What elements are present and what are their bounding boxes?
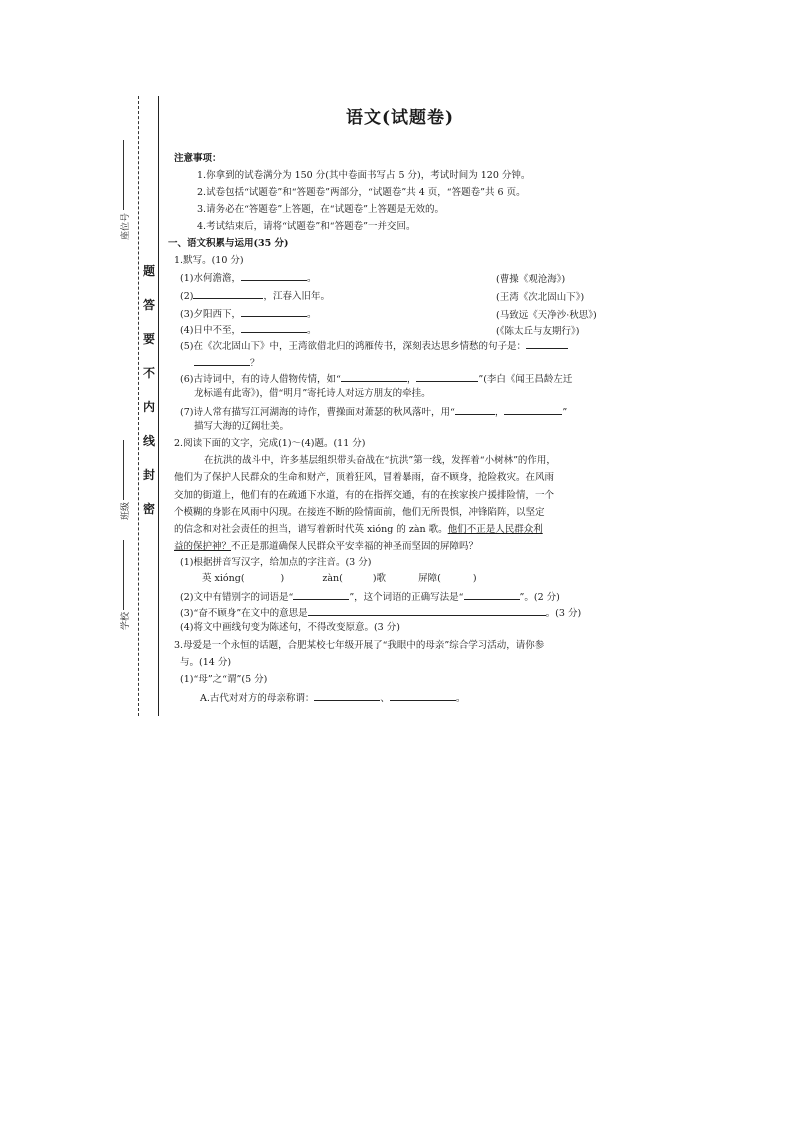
answer-blank	[308, 606, 546, 616]
underlined-sentence: 他们不正是人民群众利	[447, 524, 543, 536]
notice-heading: 注意事项：	[174, 153, 222, 164]
q1-line-7a: (7)诗人常有描写江河湖海的诗作，曹操面对萧瑟的秋风落叶，用“ ， ”	[180, 407, 568, 418]
section-heading: 一、语文积累与运用(35 分)	[168, 238, 289, 249]
answer-blank	[416, 372, 478, 382]
seal-char: 要	[142, 332, 155, 346]
notice-item: 1.你拿到的试卷满分为 150 分(其中卷面书写占 5 分)，考试时间为 120 分钟。	[197, 170, 531, 181]
side-label-school: 学校	[121, 611, 131, 630]
q1-heading: 1.默写。(10 分)	[174, 255, 244, 266]
side-rule-exam-no	[123, 140, 124, 210]
q2-sub-1: (1)根据拼音写汉字，给加点的字注音。(3 分)	[180, 557, 372, 568]
answer-blank	[390, 691, 456, 701]
q3-heading-1: 3.母爱是一个永恒的话题，合肥某校七年级开展了“我眼中的母亲”综合学习活动，请你参	[174, 640, 545, 651]
passage-line: 个模糊的身影在风雨中闪现。在接连不断的险情面前，他们无所畏惧，冲锋陷阵，以坚定	[174, 506, 545, 518]
q3-sub-1: (1)“母”之“谓”(5 分)	[180, 674, 268, 685]
side-rule-school	[123, 540, 124, 610]
seal-char: 答	[142, 298, 155, 312]
q1-line-1: (1)水何澹澹， 。	[180, 273, 317, 284]
notice-item: 4.考试结束后，请将“试题卷”和“答题卷”一并交回。	[197, 221, 416, 232]
seal-char: 密	[142, 502, 155, 516]
q2-heading: 2.阅读下面的文字，完成(1)～(4)题。(11 分)	[174, 438, 366, 449]
side-label-exam-no: 座位号	[121, 212, 131, 240]
q2-passage	[174, 452, 622, 556]
q1-line-5a: (5)在《次北固山下》中，王湾欲借北归的鸿雁传书，深刻表达思乡情愁的句子是：	[180, 339, 568, 353]
side-label-class: 班级	[121, 501, 131, 520]
answer-blank	[504, 405, 562, 415]
seal-char: 不	[142, 366, 155, 380]
answer-blank	[341, 372, 407, 382]
answer-blank	[314, 691, 380, 701]
answer-blank	[241, 307, 307, 317]
page-title: 语文(试题卷)	[345, 108, 455, 128]
seal-char: 内	[142, 400, 155, 414]
q1-source-1: (曹操《观沧海》)	[496, 274, 566, 285]
passage-line: 在抗洪的战斗中，许多基层组织带头奋战在“抗洪”第一线，发挥着“小树林”的作用，	[204, 455, 556, 466]
q1-line-6b: 龙标遥有此寄》)，借“明月”寄托诗人对远方朋友的牵挂。	[194, 388, 431, 399]
answer-blank	[194, 356, 250, 366]
q1-source-2: (王湾《次北固山下》)	[496, 292, 585, 303]
seal-dashed-line	[138, 96, 139, 716]
passage-line: 益的保护神？不正是那道确保人民群众平安幸福的神圣而坚固的屏障吗？	[174, 541, 479, 553]
q1-line-2: (2) ，江春入旧年。	[180, 291, 330, 302]
underlined-sentence: 益的保护神？	[174, 541, 232, 553]
q1-line-7b: 描写大海的辽阔壮美。	[194, 421, 290, 432]
seal-char: 封	[142, 468, 155, 482]
q2-sub-2: (2)文中有错别字的词语是“ ”，这个词语的正确写法是“ ”。(2 分)	[180, 592, 560, 603]
answer-blank	[526, 339, 568, 349]
q2-sub-1-items: 英 xióng( ) zàn( )歌 屏障( )	[202, 573, 477, 584]
notice-item: 2.试卷包括“试题卷”和“答题卷”两部分，“试题卷”共 4 页，“答题卷”共 6 页。	[197, 187, 526, 198]
q2-sub-3: (3)“奋不顾身”在文中的意思是 。(3 分)	[180, 608, 582, 619]
passage-line: 交加的街道上，他们有的在疏通下水道，有的在指挥交通，有的在挨家挨户援排险情，一个	[174, 489, 555, 501]
q1-line-4: (4)日中不至， 。	[180, 325, 317, 336]
q1-line-5b: ？	[194, 356, 260, 370]
q2-sub-4: (4)将文中画线句变为陈述句，不得改变原意。(3 分)	[180, 622, 400, 633]
answer-blank	[193, 289, 263, 299]
answer-blank	[241, 323, 307, 333]
seal-char: 线	[142, 434, 155, 448]
q1-source-3: (马致远《天净沙·秋思》)	[496, 310, 597, 321]
q3-sub-1-a: A.古代对对方的母亲称谓： 、 。	[200, 693, 466, 704]
q1-line-6a: (6)古诗词中，有的诗人借物传情，如“ ， ”(李白《闻王昌龄左迁	[180, 374, 573, 385]
answer-blank	[241, 271, 307, 281]
side-rule-class	[123, 440, 124, 500]
seal-char: 题	[142, 264, 155, 278]
notice-item: 3.请务必在“答题卷”上答题，在“试题卷”上答题是无效的。	[197, 204, 444, 215]
answer-blank	[455, 405, 495, 415]
q3-heading-2: 与。(14 分)	[180, 657, 232, 668]
answer-blank	[464, 590, 520, 600]
answer-blank	[293, 590, 349, 600]
q1-source-4: (《陈太丘与友期行》)	[496, 326, 580, 337]
q1-line-3: (3)夕阳西下， 。	[180, 309, 317, 320]
passage-line: 他们为了保护人民群众的生命和财产，顶着狂风，冒着暴雨，奋不顾身，抢险救灾。在风雨	[174, 472, 555, 484]
seal-solid-line	[158, 96, 159, 716]
passage-line: 的信念和对社会责任的担当，谱写着新时代英 xióng 的 zàn 歌。他们不正是人民群众利	[174, 524, 543, 536]
